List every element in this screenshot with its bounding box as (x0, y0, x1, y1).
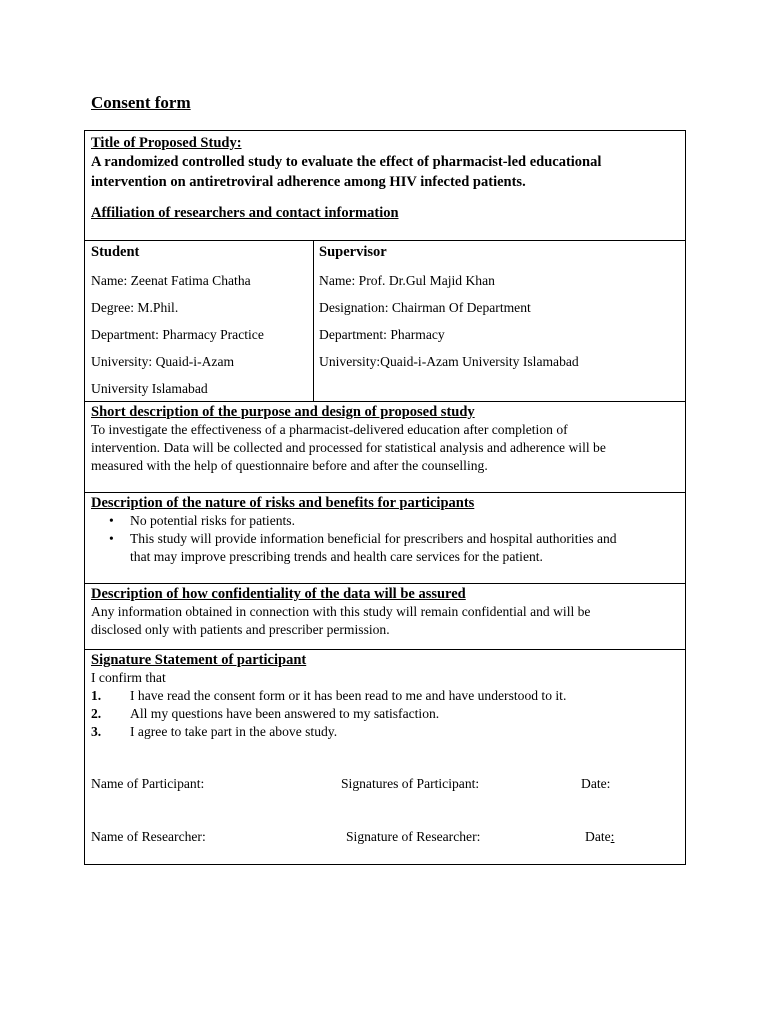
risks-section (84, 492, 686, 584)
signature-label: Signature Statement of participant (91, 652, 307, 668)
student-department: Department: Pharmacy Practice (91, 327, 264, 342)
confidentiality-text: Any information obtained in connection with this study will remain confidential and will be (91, 604, 591, 619)
risks-label: Description of the nature of risks and benefits for participants (91, 495, 475, 511)
study-title-label: Title of Proposed Study: (91, 135, 242, 151)
purpose-text: intervention. Data will be collected and processed for statistical analysis and adherence will be (91, 440, 606, 455)
study-title-line: intervention on antiretroviral adherence among HIV infected patients. (91, 174, 526, 190)
list-item: 2. All my questions have been answered to my satisfaction. (91, 706, 440, 721)
affiliation-section (84, 204, 686, 241)
confidentiality-label: Description of how confidentiality of the data will be assured (91, 586, 466, 602)
purpose-section (84, 401, 686, 493)
list-item: 3. I agree to take part in the above study. (91, 724, 338, 739)
affiliation-label: Affiliation of researchers and contact information (91, 205, 399, 221)
contact-table (84, 240, 686, 402)
list-item: • No potential risks for patients. (109, 513, 295, 528)
form-title: Consent form (91, 93, 191, 112)
list-item: 1. I have read the consent form or it has been read to me and have understood to it. (91, 688, 567, 703)
signature-intro: I confirm that (91, 670, 166, 685)
confidentiality-section (84, 583, 686, 650)
bullet-icon: • (109, 531, 114, 546)
student-column (85, 241, 314, 401)
confidentiality-text: disclosed only with patients and prescriber permission. (91, 622, 390, 637)
researcher-signature-field[interactable]: Signature of Researcher: (346, 829, 481, 844)
risks-list (85, 512, 679, 566)
supervisor-department: Department: Pharmacy (319, 327, 445, 342)
confirmation-list (85, 687, 679, 741)
study-title-line: A randomized controlled study to evaluate the effect of pharmacist-led educational (91, 154, 602, 170)
list-item: • This study will provide information beneficial for prescribers and hospital authorities and that may improve prescribing trends and health care services for the patient. (109, 531, 617, 564)
bullet-icon: • (109, 513, 114, 528)
participant-signature-field[interactable]: Signatures of Participant: (341, 776, 480, 791)
supervisor-designation: Designation: Chairman Of Department (319, 300, 531, 315)
student-degree: Degree: M.Phil. (91, 300, 179, 315)
supervisor-column (313, 241, 685, 401)
supervisor-name: Name: Prof. Dr.Gul Majid Khan (319, 273, 495, 288)
researcher-date-field[interactable]: Date: (585, 829, 615, 844)
researcher-signature-row (84, 810, 686, 865)
participant-name-field[interactable]: Name of Participant: (91, 776, 205, 791)
supervisor-university: University:Quaid-i-Azam University Islamabad (319, 354, 579, 369)
signature-section (84, 649, 686, 811)
supervisor-heading: Supervisor (319, 244, 387, 260)
purpose-text: measured with the help of questionnaire before and after the counselling. (91, 458, 488, 473)
researcher-name-field[interactable]: Name of Researcher: (91, 829, 206, 844)
student-heading: Student (91, 244, 140, 260)
study-title-section (84, 130, 686, 205)
purpose-text: To investigate the effectiveness of a pharmacist-delivered education after completion of (91, 422, 568, 437)
purpose-label: Short description of the purpose and design of proposed study (91, 404, 475, 420)
student-university: University: Quaid-i-Azam (91, 354, 235, 369)
student-name: Name: Zeenat Fatima Chatha (91, 273, 251, 288)
participant-date-field[interactable]: Date: (581, 776, 611, 791)
student-university: University Islamabad (91, 381, 208, 396)
